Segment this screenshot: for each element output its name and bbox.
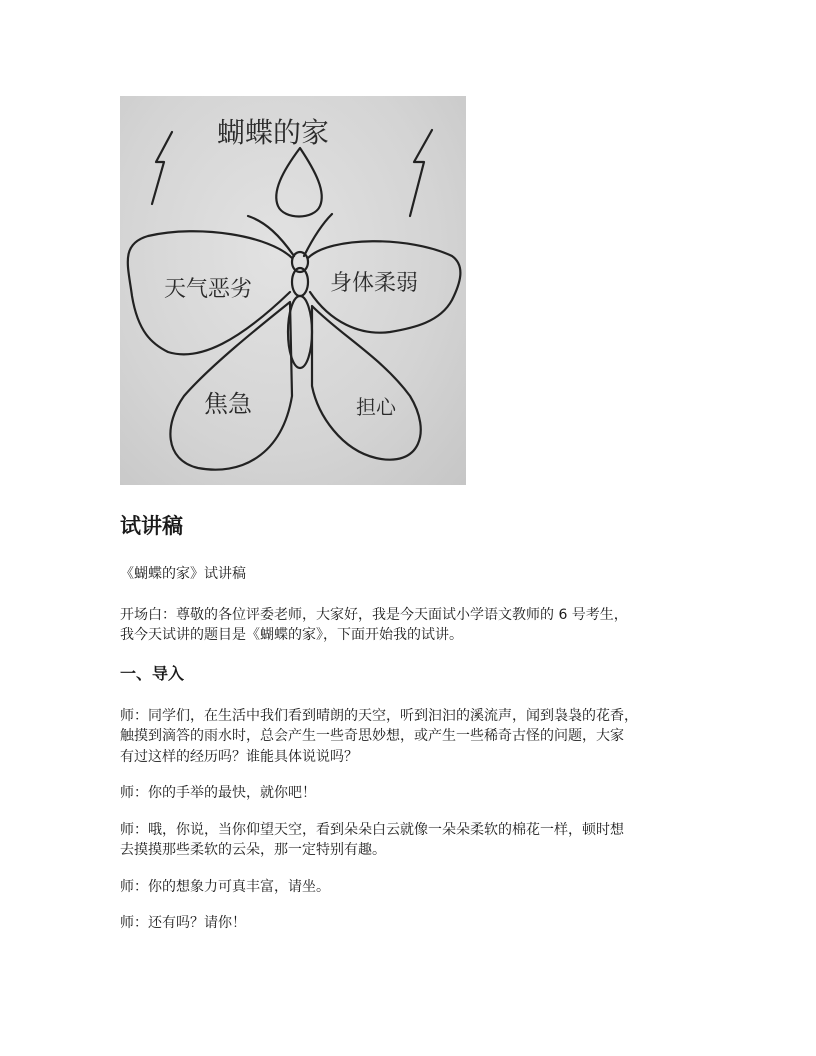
intro-line: 开场白：尊敬的各位评委老师，大家好，我是今天面试小学语文教师的 6 号考生， bbox=[120, 606, 628, 623]
paragraph-line: 有过这样的经历吗？谁能具体说说吗？ bbox=[120, 748, 358, 765]
document-heading: 试讲稿 bbox=[120, 514, 183, 538]
lightning-left-icon bbox=[152, 132, 172, 204]
document-page bbox=[120, 96, 710, 934]
wing-label-bottom-right: 担心 bbox=[356, 395, 396, 419]
butterfly-drawing bbox=[120, 96, 466, 485]
paragraph-4: 师：你的想象力可真丰富，请坐。 bbox=[120, 878, 330, 895]
butterfly-sketch bbox=[120, 96, 466, 485]
paragraph-1 bbox=[120, 706, 710, 768]
lightning-right-icon bbox=[410, 130, 432, 216]
paragraph-line: 触摸到滴答的雨水时，总会产生一些奇思妙想，或产生一些稀奇古怪的问题，大家 bbox=[120, 728, 624, 744]
figure-title: 蝴蝶的家 bbox=[217, 116, 330, 149]
paragraph-line: 师：同学们，在生活中我们看到晴朗的天空，听到汩汩的溪流声，闻到袅袅的花香， bbox=[120, 707, 638, 724]
wing-label-top-right: 身体柔弱 bbox=[330, 271, 419, 296]
intro-line: 我今天试讲的题目是《蝴蝶的家》，下面开始我的试讲。 bbox=[120, 627, 463, 643]
paragraph-line: 师：哦，你说，当你仰望天空，看到朵朵白云就像一朵朵柔软的棉花一样，顿时想 bbox=[120, 821, 624, 838]
raindrop-icon bbox=[276, 148, 322, 217]
paragraph-3 bbox=[120, 820, 710, 861]
intro-paragraph bbox=[120, 605, 710, 646]
wing-label-top-left: 天气恶劣 bbox=[164, 277, 253, 302]
paragraph-line: 去摸摸那些柔软的云朵，那一定特别有趣。 bbox=[120, 842, 386, 858]
section-title: 一、导入 bbox=[120, 663, 185, 683]
wing-label-bottom-left: 焦急 bbox=[204, 390, 252, 418]
paragraph-2: 师：你的手举的最快，就你吧！ bbox=[120, 785, 316, 801]
paragraph-5: 师：还有吗？请你！ bbox=[120, 915, 246, 931]
document-subtitle: 《蝴蝶的家》试讲稿 bbox=[120, 566, 246, 582]
